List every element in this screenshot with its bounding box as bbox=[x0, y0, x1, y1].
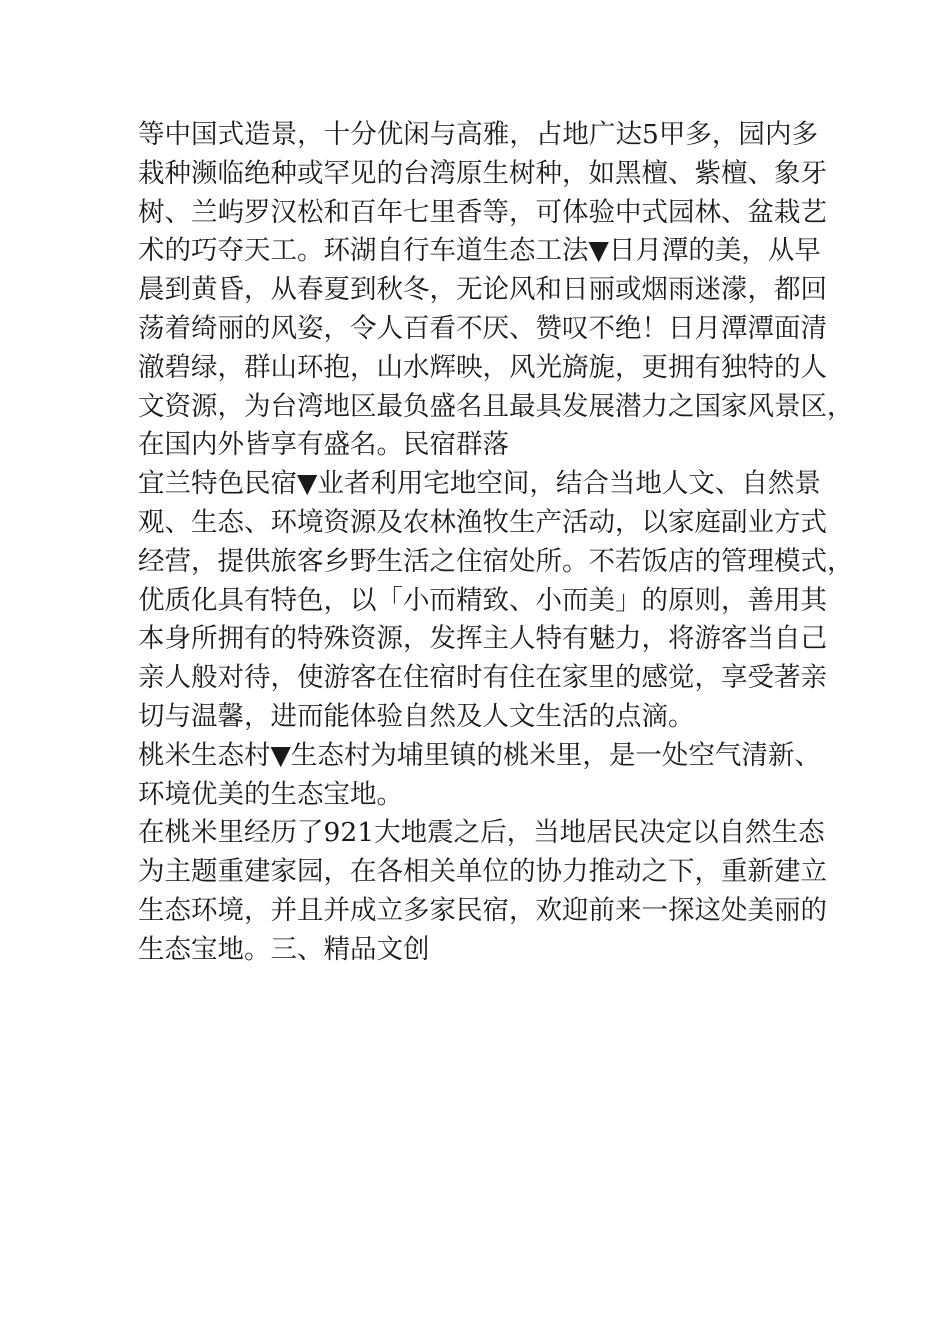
text-line: 生态环境，并且并成立多家民宿，欢迎前来一探这处美丽的 bbox=[138, 894, 827, 926]
document-body bbox=[138, 116, 854, 970]
text-line: 生态宝地。三、精品文创 bbox=[138, 933, 430, 965]
text-line: 本身所拥有的特殊资源，发挥主人特有魅力，将游客当自己 bbox=[138, 623, 827, 655]
paragraph-yilan-homestay bbox=[138, 465, 854, 737]
text-line: 观、生态、环境资源及农林渔牧生产活动，以家庭副业方式 bbox=[138, 506, 827, 538]
text-line: 亲人般对待，使游客在住宿时有住在家里的感觉，享受著亲 bbox=[138, 662, 827, 694]
text-line: 切与温馨，进而能体验自然及人文生活的点滴。 bbox=[138, 700, 695, 732]
text-line: 树、兰屿罗汉松和百年七里香等，可体验中式园林、盆栽艺 bbox=[138, 196, 827, 228]
text-line: 桃米生态村▼生态村为埔里镇的桃米里，是一处空气清新、 bbox=[138, 739, 821, 771]
text-line: 为主题重建家园，在各相关单位的协力推动之下，重新建立 bbox=[138, 856, 827, 888]
paragraph-sun-moon-lake bbox=[138, 116, 854, 465]
paragraph-taomi-eco-village bbox=[138, 737, 821, 815]
text-line: 晨到黄昏，从春夏到秋冬，无论风和日丽或烟雨迷濛，都回 bbox=[138, 274, 827, 306]
text-line: 术的巧夺天工。环湖自行车道生态工法▼日月潭的美，从早 bbox=[138, 235, 821, 267]
text-line: 等中国式造景，十分优闲与高雅，占地广达5甲多，园内多 bbox=[138, 119, 818, 150]
text-line: 宜兰特色民宿▼业者利用宅地空间，结合当地人文、自然景 bbox=[138, 468, 821, 500]
text-line: 环境优美的生态宝地。 bbox=[138, 778, 403, 810]
text-line: 荡着绮丽的风姿，令人百看不厌、赞叹不绝！日月潭潭面清 bbox=[138, 312, 827, 344]
text-line: 经营，提供旅客乡野生活之住宿处所。不若饭店的管理模式， bbox=[138, 545, 854, 577]
paragraph-taomi-rebuild bbox=[138, 814, 827, 969]
text-line: 在国内外皆享有盛名。民宿群落 bbox=[138, 429, 509, 461]
text-line: 文资源，为台湾地区最负盛名且最具发展潜力之国家风景区， bbox=[138, 390, 854, 422]
text-line: 在桃米里经历了921大地震之后，当地居民决定以自然生态 bbox=[138, 817, 825, 849]
text-line: 栽种濒临绝种或罕见的台湾原生树种，如黑檀、紫檀、象牙 bbox=[138, 157, 827, 189]
text-line: 优质化具有特色，以「小而精致、小而美」的原则，善用其 bbox=[138, 584, 827, 616]
text-line: 澈碧绿，群山环抱，山水辉映，风光旖旎，更拥有独特的人 bbox=[138, 351, 827, 383]
